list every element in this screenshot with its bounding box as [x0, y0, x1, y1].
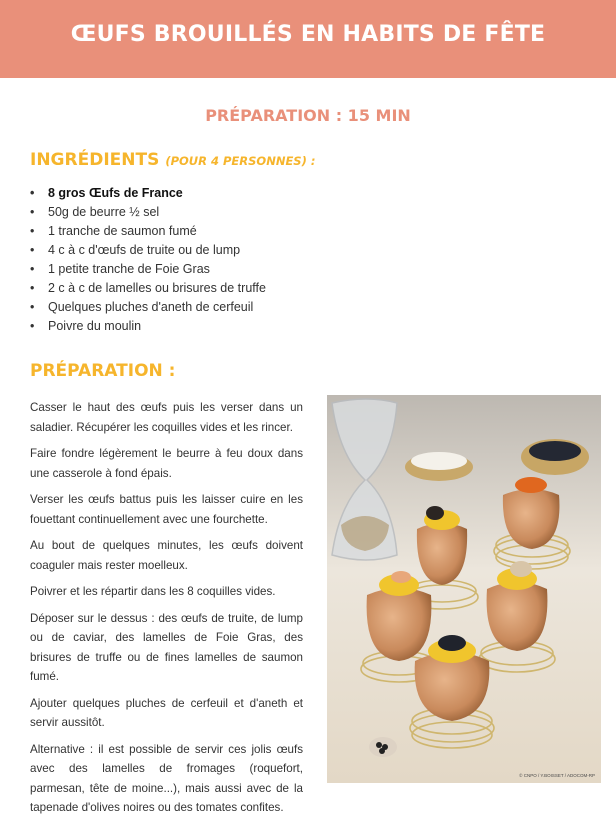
preparation-step: Au bout de quelques minutes, les œufs doivent coaguler mais rester moelleux.	[30, 539, 303, 572]
ingredients-heading	[30, 150, 315, 170]
ingredient-item: • 4 c à c d'œufs de truite ou de lump	[30, 241, 266, 260]
preparation-heading: PRÉPARATION :	[30, 361, 176, 381]
ingredient-item: • Quelques pluches d'aneth de cerfeuil	[30, 298, 266, 317]
ingredient-item: • 2 c à c de lamelles ou brisures de truffe	[30, 279, 266, 298]
prep-time: PRÉPARATION : 15 MIN	[205, 106, 411, 125]
ingredient-item: • 8 gros Œufs de France	[30, 184, 266, 203]
preparation-step: Poivrer et les répartir dans les 8 coquilles vides.	[30, 585, 276, 598]
preparation-steps	[30, 398, 303, 825]
preparation-step: Faire fondre légèrement le beurre à feu doux dans une casserole à fond épais.	[30, 447, 303, 480]
preparation-step: Ajouter quelques pluches de cerfeuil et d'aneth et servir aussitôt.	[30, 696, 303, 729]
ingredients-subtitle: (POUR 4 PERSONNES) :	[165, 154, 316, 168]
ingredients-list	[30, 184, 266, 336]
ingredient-item: • 1 tranche de saumon fumé	[30, 222, 266, 241]
ingredient-item: • 50g de beurre ½ sel	[30, 203, 266, 222]
photo-credit: © CNPO / Y.BOISSET / ADOCOM-RP	[519, 773, 595, 778]
preparation-step: Déposer sur le dessus : des œufs de truite, de lump ou de caviar, des lamelles de Foie Gras, des brisures de truffe ou de fines lamelles de saumon fumé.	[30, 611, 303, 683]
recipe-photo	[327, 395, 601, 783]
preparation-step: Verser les œufs battus puis les laisser cuire en les fouettant continuellement avec une fourchette.	[30, 493, 303, 526]
eggs-illustration	[327, 395, 601, 783]
preparation-step: Casser le haut des œufs puis les verser dans un saladier. Récupérer les coquilles vides et les rincer.	[30, 401, 303, 434]
ingredient-item: • 1 petite tranche de Foie Gras	[30, 260, 266, 279]
title-banner	[0, 0, 616, 78]
ingredient-item: • Poivre du moulin	[30, 317, 266, 336]
preparation-step: Alternative : il est possible de servir ces jolis œufs avec des lamelles de fromages (roquefort, parmesan, tête de moine...), mais aussi avec de la tapenade d'olives noires ou des tomates confites.	[30, 742, 303, 814]
ingredients-title: INGRÉDIENTS	[30, 150, 160, 170]
recipe-title: ŒUFS BROUILLÉS EN HABITS DE FÊTE	[70, 22, 546, 47]
